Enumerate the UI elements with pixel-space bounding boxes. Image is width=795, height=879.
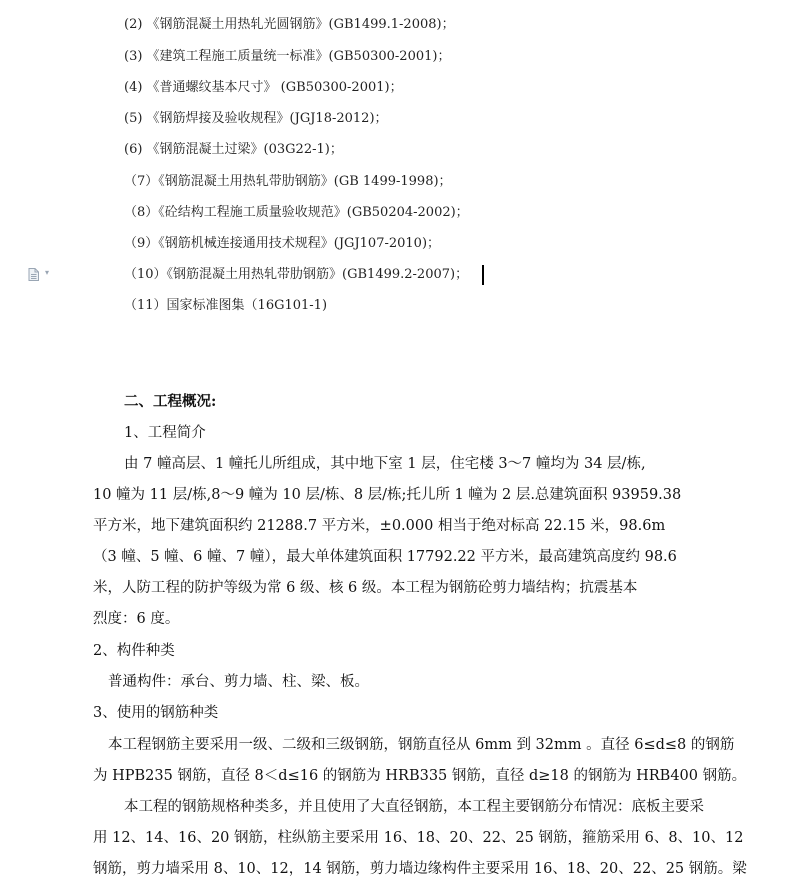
paragraph-line: 本工程的钢筋规格种类多，并且使用了大直径钢筋，本工程主要钢筋分布情况：底板主要采 [124,799,704,815]
paragraph-line: 由 7 幢高层、1 幢托儿所组成，其中地下室 1 层，住宅楼 3～7 幢均为 34 层/栋, [124,456,646,472]
reference-item: (6) 《钢筋混凝土过梁》(03G22-1)； [124,142,343,157]
dropdown-arrow-icon[interactable]: ▾ [45,268,50,277]
subsection-title: 1、工程简介 [124,425,206,441]
paragraph-line: 钢筋，剪力墙采用 8、10、12，14 钢筋，剪力墙边缘构件主要采用 16、18、20、22、25 钢筋。梁 [93,861,747,877]
paragraph-line: 烈度：6 度。 [93,611,180,627]
subsection-title: 2、构件种类 [93,643,175,659]
subsection-title: 3、使用的钢筋种类 [93,705,219,721]
paragraph-line: 平方米，地下建筑面积约 21288.7 平方米，±0.000 相当于绝对标高 22.15 米，98.6m [93,518,666,534]
paragraph-line: （3 幢、5 幢、6 幢、7 幢），最大单体建筑面积 17792.22 平方米，最高建筑高度约 98.6 [93,549,677,565]
reference-item: （10）《钢筋混凝土用热轧带肋钢筋》(GB1499.2-2007)； [124,267,469,282]
text-cursor [482,265,484,285]
paragraph-line: 用 12、14、16、20 钢筋，柱纵筋主要采用 16、18、20、22、25 钢筋，箍筋采用 6、8、10、12 [93,830,744,846]
reference-item: （9）《钢筋机械连接通用技术规程》(JGJ107-2010)； [124,236,441,251]
paragraph-line: 普通构件：承台、剪力墙、柱、梁、板。 [108,674,369,690]
reference-item: (2) 《钢筋混凝土用热轧光圆钢筋》(GB1499.1-2008)； [124,17,455,32]
reference-item: （11）国家标准图集（16G101-1) [124,298,328,313]
reference-item: (3) 《建筑工程施工质量统一标准》(GB50300-2001)； [124,49,451,64]
reference-item: （8）《砼结构工程施工质量验收规范》(GB50204-2002)； [124,205,469,220]
reference-item: (5) 《钢筋焊接及验收规程》(JGJ18-2012)； [124,111,388,126]
paragraph-line: 为 HPB235 钢筋，直径 8＜d≤16 的钢筋为 HRB335 钢筋，直径 d≥18 的钢筋为 HRB400 钢筋。 [93,768,747,784]
reference-item: （7）《钢筋混凝土用热轧带肋钢筋》(GB 1499-1998)； [124,174,452,189]
section-heading: 二、工程概况: [124,393,217,410]
document-icon[interactable] [28,268,39,281]
reference-item: (4) 《普通螺纹基本尺寸》 (GB50300-2001)； [124,80,403,95]
paragraph-line: 本工程钢筋主要采用一级、二级和三级钢筋，钢筋直径从 6mm 到 32mm 。直径 6≤d≤8 的钢筋 [108,737,735,753]
paragraph-line: 10 幢为 11 层/栋,8～9 幢为 10 层/栋、8 层/栋;托儿所 1 幢为 2 层.总建筑面积 93959.38 [93,487,682,503]
paragraph-line: 米，人防工程的防护等级为常 6 级、核 6 级。本工程为钢筋砼剪力墙结构；抗震基本 [93,580,638,596]
